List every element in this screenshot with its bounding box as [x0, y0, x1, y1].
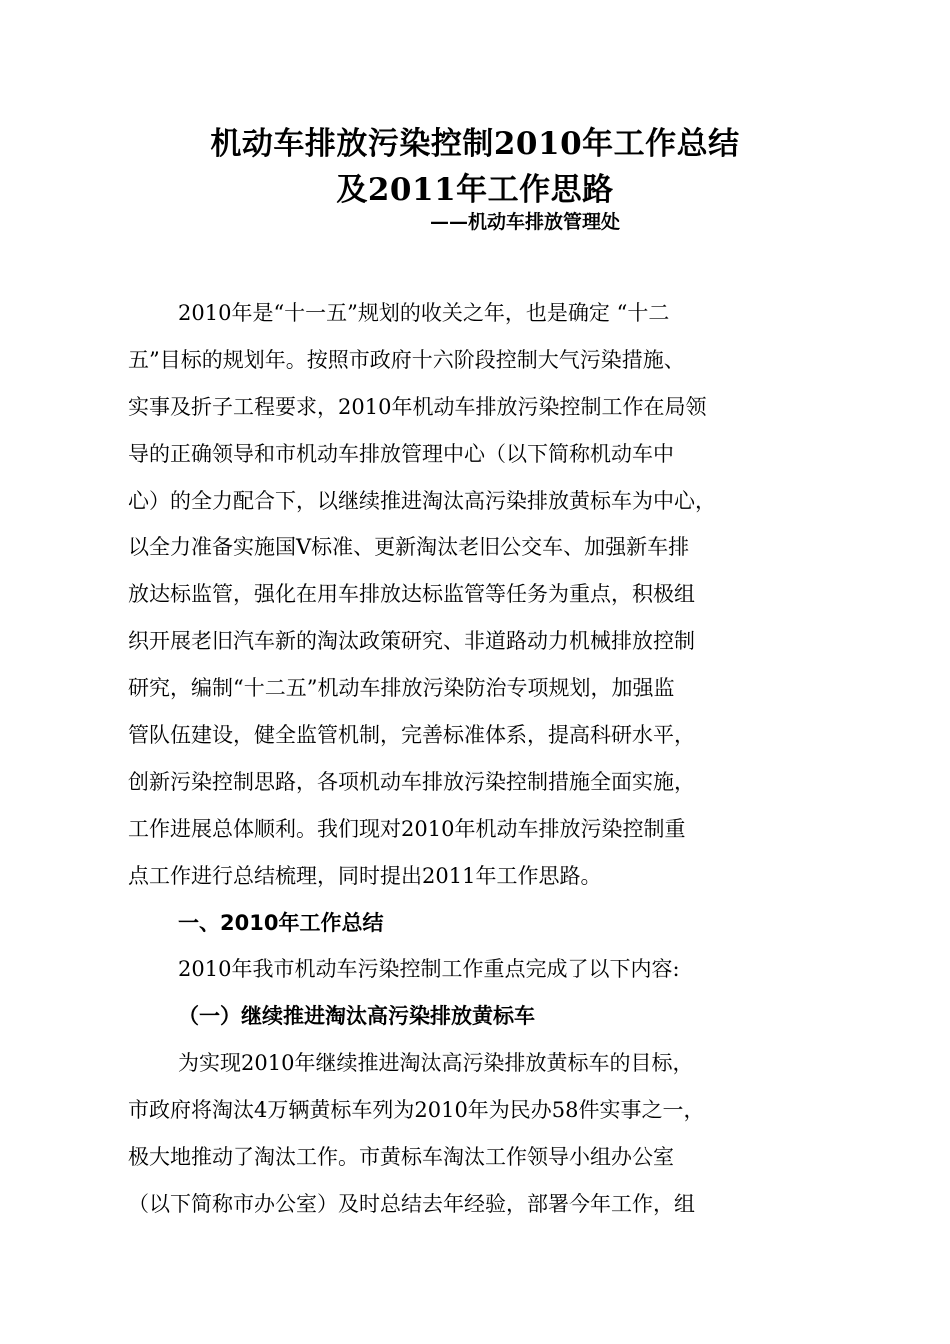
subsection-1-heading: （一）继续推进淘汰高污染排放黄标车	[178, 1003, 535, 1029]
document-title-line-1: 机动车排放污染控制2010年工作总结	[210, 126, 740, 162]
document-subtitle: ——机动车排放管理处	[430, 211, 621, 233]
paragraph-1-line: 实事及折子工程要求，2010年机动车排放污染控制工作在局领	[128, 394, 707, 419]
paragraph-1-line: 织开展老旧汽车新的淘汰政策研究、非道路动力机械排放控制	[128, 629, 695, 654]
paragraph-1-line: 五”目标的规划年。按照市政府十六阶段控制大气污染措施、	[128, 347, 685, 372]
paragraph-1-line: 2010年是“十一五”规划的收关之年，也是确定 “十二	[178, 301, 670, 325]
section-1-intro: 2010年我市机动车污染控制工作重点完成了以下内容:	[178, 957, 680, 982]
paragraph-1-line: 点工作进行总结梳理，同时提出2011年工作思路。	[128, 863, 602, 888]
paragraph-2-line: 极大地推动了淘汰工作。市黄标车淘汰工作领导小组办公室	[128, 1145, 674, 1170]
paragraph-1-line: 管队伍建设，健全监管机制，完善标准体系，提高科研水平，	[128, 723, 695, 748]
paragraph-1-line: 工作进展总体顺利。我们现对2010年机动车排放污染控制重	[128, 816, 686, 841]
paragraph-2-line: 为实现2010年继续推进淘汰高污染排放黄标车的目标，	[178, 1051, 694, 1076]
paragraph-1-line: 导的正确领导和市机动车排放管理中心（以下简称机动车中	[128, 441, 674, 466]
document-body	[128, 290, 834, 1228]
paragraph-1-line: 创新污染控制思路，各项机动车排放污染控制措施全面实施，	[128, 769, 695, 794]
paragraph-1-line: 放达标监管，强化在用车排放达标监管等任务为重点，积极组	[128, 582, 695, 607]
paragraph-1-line: 心）的全力配合下，以继续推进淘汰高污染排放黄标车为中心，	[128, 488, 716, 513]
document-title-line-2: 及2011年工作思路	[336, 172, 614, 208]
paragraph-1-line: 研究，编制“十二五”机动车排放污染防治专项规划，加强监	[128, 676, 675, 701]
section-1-heading: 一、2010年工作总结	[178, 910, 384, 935]
paragraph-1-line: 以全力准备实施国Ⅴ标准、更新淘汰老旧公交车、加强新车排	[128, 535, 690, 560]
paragraph-2-line: （以下简称市办公室）及时总结去年经验，部署今年工作，组	[128, 1191, 695, 1216]
paragraph-2-line: 市政府将淘汰4万辆黄标车列为2010年为民办58件实事之一，	[128, 1098, 705, 1123]
